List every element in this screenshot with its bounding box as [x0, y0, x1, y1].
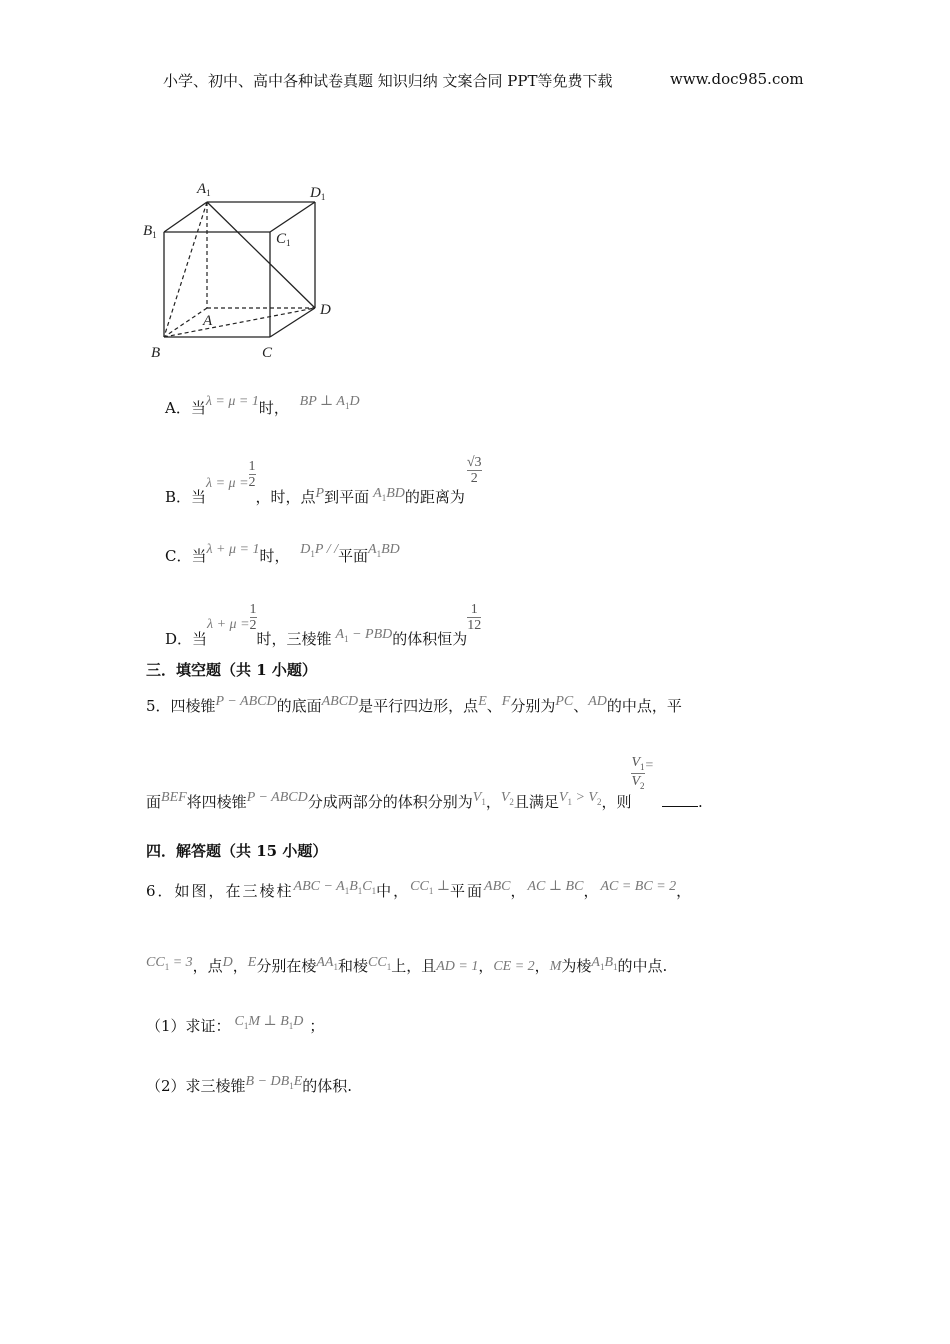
label-C1: $C_1$ [276, 231, 291, 248]
label-D1: $D_1$ [310, 185, 326, 202]
option-b: B．当λ = μ = $\frac{1}{2}$ ，时，点P到平面 $A_1BD$的距离为 $\frac{√3}{2}$ [165, 455, 482, 506]
question-5-line2: 面BEF将四棱锥P − ABCD分成两部分的体积分别为$V_1$，$V_2$且满足$V_1 > V_2$，则 $\frac{V_1}{V_2}$ =. [146, 755, 703, 812]
header-url: www.doc985.com [670, 70, 804, 88]
cube-figure [140, 175, 340, 365]
option-c: C．当λ + μ = 1时， $D_1P$ / /平面$A_1BD$ [165, 542, 400, 565]
section-3-title: 三．填空题（共 1 小题） [146, 661, 317, 679]
header-left: 小学、初中、高中各种试卷真题 知识归纳 文案合同 PPT等免费下载 [163, 72, 613, 90]
question-6-part2: （2）求三棱锥$B - DB_1E$的体积. [146, 1074, 353, 1095]
section-4-title: 四．解答题（共 15 小题） [146, 842, 328, 860]
question-6-line2: $CC_1 = 3$，点D，E分别在棱$AA_1$和棱$CC_1$上，且AD = 1，CE = 2，M为棱$A_1B_1$的中点. [146, 955, 668, 975]
option-d: D．当λ + μ = $\frac{1}{2}$ 时，三棱锥 $A_1$ − PBD的体积恒为 $\frac{1}{12}$ [165, 602, 482, 648]
label-C: C [262, 345, 273, 361]
answer-blank [662, 792, 698, 807]
label-B: B [151, 345, 161, 361]
question-6-line1: 6．如图，在三棱柱ABC − $A_1B_1C_1$中，$CC_1$ ⊥平面ABC，AC ⊥ BC，AC = BC = 2， [146, 879, 694, 900]
label-A1: $A_1$ [197, 181, 211, 198]
label-A: A [203, 313, 213, 329]
question-6-part1: （1）求证： $C_1M$ ⊥ $B_1D$ ； [146, 1014, 325, 1035]
question-5-line1: 5．四棱锥P − ABCD的底面ABCD是平行四边形，点E、F分别为PC、AD的中点，平 [146, 694, 682, 715]
label-D: D [320, 302, 331, 318]
option-a: A．当λ = μ = 1时， BP ⊥ $A_1D$ [165, 394, 360, 417]
label-B1: $B_1$ [143, 223, 157, 240]
